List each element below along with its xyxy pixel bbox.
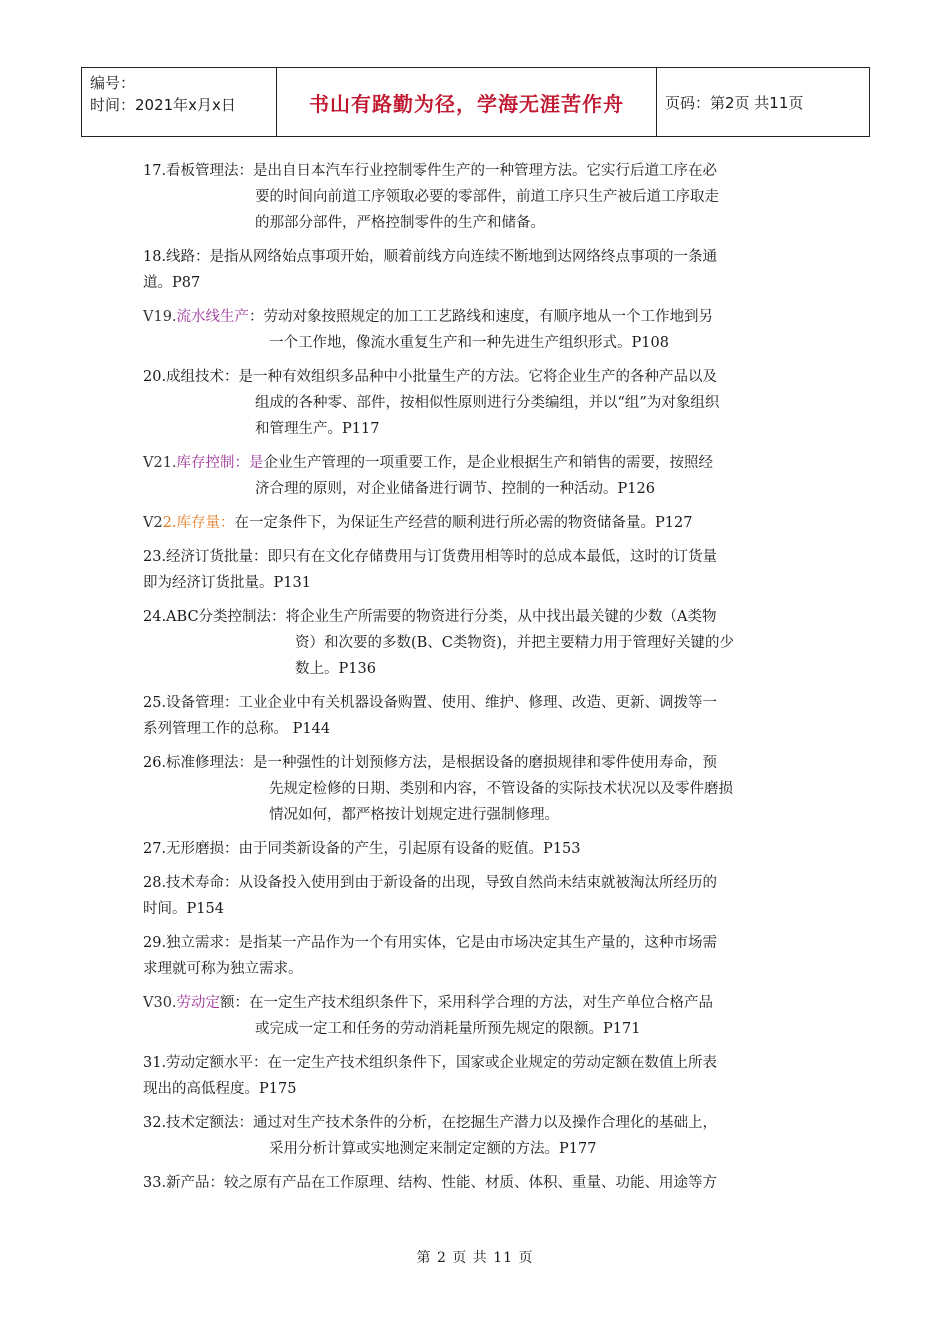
entry-prefix: V19. bbox=[143, 309, 177, 325]
entry-first-line: 28.技术寿命：从设备投入使用到由于新设备的出现，导致自然尚未结束就被淘汰所经历的 bbox=[143, 875, 718, 891]
definition-entry bbox=[143, 990, 808, 1042]
entry-text: 额：在一定生产技术组织条件下，采用科学合理的方法，对生产单位合格产品 bbox=[220, 995, 714, 1011]
entry-term: 流水线生产 bbox=[176, 309, 250, 325]
entry-first-line: 24.ABC分类控制法：将企业生产所需要的物资进行分类，从中找出最关键的少数（A类物 bbox=[143, 609, 717, 625]
entry-text: 企业生产管理的一项重要工作，是企业根据生产和销售的需要，按照经 bbox=[263, 455, 714, 471]
definition-entry bbox=[143, 1050, 808, 1102]
definition-entry bbox=[143, 604, 808, 682]
entry-first-line bbox=[143, 450, 808, 476]
entry-text: ：劳动对象按照规定的加工工艺路线和速度，有顺序地从一个工作地到另 bbox=[249, 309, 714, 325]
entry-continuation-line: 和管理生产。P117 bbox=[255, 421, 380, 437]
definition-entry bbox=[143, 1110, 808, 1162]
entry-first-line: 32.技术定额法：通过对生产技术条件的分析，在挖掘生产潜力以及操作合理化的基础上， bbox=[143, 1115, 718, 1131]
entry-continuation-line: 先规定检修的日期、类别和内容，不管设备的实际技术状况以及零件磨损 bbox=[269, 781, 733, 797]
entry-first-line: 20.成组技术：是一种有效组织多品种中小批量生产的方法。它将企业生产的各种产品以及 bbox=[143, 369, 718, 385]
entry-first-line: 26.标准修理法：是一种强性的计划预修方法，是根据设备的磨损规律和零件使用寿命，预 bbox=[143, 755, 718, 771]
entry-continuation-line: 要的时间向前道工序领取必要的零部件，前道工序只生产被后道工序取走 bbox=[255, 189, 719, 205]
entry-first-line: 29.独立需求：是指某一产品作为一个有用实体，它是由市场决定其生产量的，这种市场需 bbox=[143, 935, 718, 951]
definition-entry bbox=[143, 364, 808, 442]
entry-prefix: V2 bbox=[143, 515, 163, 531]
entry-first-line bbox=[143, 510, 808, 536]
definition-entry bbox=[143, 870, 808, 922]
entry-continuation-line: 采用分析计算或实地测定来制定定额的方法。P177 bbox=[269, 1141, 597, 1157]
entry-prefix: V21. bbox=[143, 455, 177, 471]
definition-entry bbox=[143, 244, 808, 296]
entry-term: 2.库存量： bbox=[162, 515, 235, 531]
entry-first-line: 31.劳动定额水平：在一定生产技术组织条件下，国家或企业规定的劳动定额在数值上所表 bbox=[143, 1055, 718, 1071]
definition-entry bbox=[143, 750, 808, 828]
definition-entry bbox=[143, 450, 808, 502]
entry-continuation-line: 或完成一定工和任务的劳动消耗量所预先规定的限额。P171 bbox=[255, 1021, 641, 1037]
motto: 书山有路勤为径，学海无涯苦作舟 bbox=[277, 68, 657, 136]
definition-entry bbox=[143, 544, 808, 596]
definition-entry bbox=[143, 836, 808, 862]
entry-term: 劳动定 bbox=[176, 995, 221, 1011]
definition-entry bbox=[143, 930, 808, 982]
number-label: 编号： bbox=[90, 74, 136, 92]
entry-term: 库存控制：是 bbox=[176, 455, 264, 471]
definition-entry bbox=[143, 1170, 808, 1196]
header-meta bbox=[82, 68, 277, 136]
definition-entry bbox=[143, 158, 808, 236]
page-footer: 第 2 页 共 11 页 bbox=[416, 1250, 534, 1266]
document-body bbox=[143, 158, 808, 1204]
entry-continuation-line: 求理就可称为独立需求。 bbox=[143, 961, 303, 977]
entry-continuation-line: 数上。P136 bbox=[295, 661, 376, 677]
entry-continuation-line: 济合理的原则，对企业储备进行调节、控制的一种活动。P126 bbox=[255, 481, 655, 497]
entry-continuation-line: 时间。P154 bbox=[143, 901, 224, 917]
entry-first-line: 33.新产品：较之原有产品在工作原理、结构、性能、材质、体积、重量、功能、用途等方 bbox=[143, 1175, 718, 1191]
entry-first-line bbox=[143, 304, 808, 330]
entry-first-line bbox=[143, 990, 808, 1016]
entry-first-line: 27.无形磨损：由于同类新设备的产生，引起原有设备的贬值。P153 bbox=[143, 841, 581, 857]
entry-continuation-line: 即为经济订货批量。P131 bbox=[143, 575, 311, 591]
definition-entry bbox=[143, 510, 808, 536]
entry-first-line: 18.线路：是指从网络始点事项开始，顺着前线方向连续不断地到达网络终点事项的一条通 bbox=[143, 249, 718, 265]
entry-continuation-line: 一个工作地，像流水重复生产和一种先进生产组织形式。P108 bbox=[269, 335, 669, 351]
page-info: 页码：第2页 共11页 bbox=[665, 93, 804, 112]
entry-prefix: V30. bbox=[143, 995, 177, 1011]
date-label: 时间：2021年x月x日 bbox=[90, 96, 236, 114]
entry-continuation-line: 现出的高低程度。P175 bbox=[143, 1081, 297, 1097]
entry-continuation-line: 系列管理工作的总称。 P144 bbox=[143, 721, 331, 737]
entry-first-line: 25.设备管理：工业企业中有关机器设备购置、使用、维护、修理、改造、更新、调拨等一 bbox=[143, 695, 718, 711]
entry-first-line: 23.经济订货批量：即只有在文化存储费用与订货费用相等时的总成本最低，这时的订货量 bbox=[143, 549, 718, 565]
header-table bbox=[81, 67, 870, 137]
entry-continuation-line: 资）和次要的多数(B、C类物资)，并把主要精力用于管理好关键的少 bbox=[295, 635, 735, 651]
entry-text: 在一定条件下，为保证生产经营的顺利进行所必需的物资储备量。P127 bbox=[234, 515, 693, 531]
entry-continuation-line: 的那部分部件，严格控制零件的生产和储备。 bbox=[255, 215, 545, 231]
entry-continuation-line: 道。P87 bbox=[143, 275, 201, 291]
entry-first-line: 17.看板管理法：是出自日本汽车行业控制零件生产的一种管理方法。它实行后道工序在必 bbox=[143, 163, 718, 179]
definition-entry bbox=[143, 304, 808, 356]
definition-entry bbox=[143, 690, 808, 742]
entry-continuation-line: 组成的各种零、部件，按相似性原则进行分类编组，并以“组”为对象组织 bbox=[255, 395, 720, 411]
entry-continuation-line: 情况如何，都严格按计划规定进行强制修理。 bbox=[269, 807, 559, 823]
